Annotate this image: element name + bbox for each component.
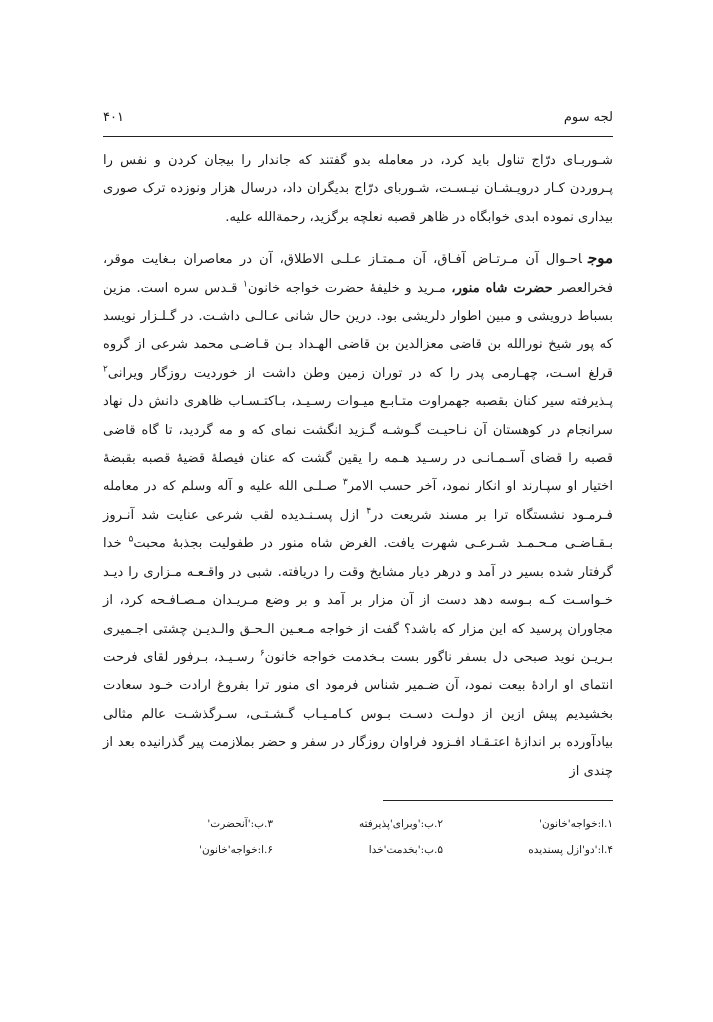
- paragraph-2-part-7: خدا گرفتار شده بسیر در آمد و درهر دیار مشایخ وقت را دریافته. شبی در واقـعـه مـزاری را دیـد خـواسـت کـه بـوسه دهد دست از آن مزار بر آمد و بر وضع مـریـدان مـصـافـحه کرد، از مجاوران پرسید که این مزار که باشد؟ گفت از خواجه مـعـین الـحـق والـدیـن چشتی اجـمیری بـریـن نوید صبحی دل بسفر ناگور بست بـخدمت خواجه خانون: [103, 536, 614, 665]
- footnote-rule: [383, 800, 613, 801]
- footnote-marker-6: ۶: [259, 648, 265, 659]
- footnote-marker-3: ۳: [342, 478, 348, 489]
- running-title: لجه سوم: [563, 110, 613, 125]
- footnote-row: [103, 811, 613, 837]
- footnote-item: ۳.ب:'آنحضرت': [207, 817, 273, 830]
- footnote-marker-2: ۲: [103, 364, 108, 375]
- footnote-item: ۵.ب:'بخدمت'خدا: [368, 843, 443, 856]
- paragraph-2-part-8: رسـیـد، بـرفور لقای فرحت انتمای او ارادهٔ بیعت نمود، آن ضـمیر شناس فرمود ای منور ترا بفروغ ارادت خـود سعادت بخشیدیم پیش ازین از دولـت دسـت بـوس کـامـیـاب گـشـتـی، سـرگذشـت عالم مثالی بیادآورده بر اندازهٔ اعتـقـاد افـزود فراوان روزگار در سفر و حضر بملازمت پیر گذرانیده بعد از چندی از: [103, 649, 613, 779]
- footnote-row: [103, 837, 613, 863]
- paragraph-2-part-1: احـوال آن مـرتـاض آفـاق، آن مـمتـاز عـلـی الاطلاق، آن در معاصران بـغایت موقر، فخرالعصر: [103, 252, 613, 296]
- paragraph-2-part-2: مـرید و خلیفهٔ حضرت خواجه خانون: [247, 280, 452, 296]
- page-number: ۴۰۱: [103, 110, 124, 125]
- footnote-marker-4: ۴: [366, 506, 372, 517]
- footnote-item: ۲.ب:'وبرای'پذیرفته: [358, 817, 443, 830]
- paragraph-2-part-3: قـدس سره است. مزین بسباط درویشی و مبین اطوار دلریشی بود. درین حال شانی عـالـی داشـت. در گـلـزار نویسد که پور شیخ نورالله بن قاضی معزالدین بن قاضی الهـداد بـن قـاضـی محمد شرعی از گروه قرلغ اسـت، چهـارمی پدر را که در توران زمین وطن داشت از خوردیت روزگار ویرانی: [103, 280, 613, 381]
- paragraph-2-part-4: پـذیرفته سیر کنان بقصبه جهمراوت متـابـع میـوات رسـیـد، بـاکتـسـاب ظاهری دانش دل نهاد سرانجام در کوهستان آن نـاحیـت گـوشـه گـزید انگشت نمای که و مه گردید، تا گاه قاضی قصبه را قضای آسـمـانـی در رسـید هـمه را یقین گشت که عنان فیصلهٔ قضیهٔ قصبه بقبضهٔ اختیار او سپـارند او انکار نمود، آخر حسب الامر: [103, 394, 613, 495]
- footnote-marker-5: ۵: [128, 534, 134, 545]
- footnote-item: ۴.ا:'دو'ازل پسندیده: [528, 843, 613, 856]
- paragraph-2-part-6: ازل پسـنـدیده لقب شرعی عنایت شد آنـروز بـقـاضـی مـحـمـد شـرعـی شهرت یافت. الغرض شاه منور در طفولیت بجذبهٔ محبت: [103, 507, 613, 552]
- paragraph-2-part-5: صـلـی الله علیه و آله وسلم که در معامله فـرمـود نشستگاه ترا بر مسند شریعت در: [103, 479, 613, 523]
- bold-name: حضرت شاه منور،: [451, 280, 553, 296]
- paragraph-gap: [103, 232, 613, 244]
- paragraph-2: [103, 244, 613, 786]
- footnote-item: ۶.ا:خواجه'خانون': [199, 843, 273, 856]
- footnote-item: ۱.ا:خواجه'خانون': [539, 817, 613, 830]
- header-rule: [103, 136, 613, 137]
- footnote-marker-1: ۱: [243, 279, 248, 290]
- paragraph-1: شـوربـای درّاج تناول باید کرد، در معامله بدو گفتند که جاندار را بیجان کردن و نفس را پـروردن کـار درویـشـان نیـسـت، شـوربای درّاج بدیگران داد، درسال هزار ونوزده ترک صوری بیداری نموده ابدی خوابگاه در ظاهر قصبه نعلچه برگزید، رحمةالله علیه.: [103, 153, 613, 225]
- page-header: [103, 108, 613, 130]
- body-text: [103, 147, 613, 786]
- document-page: [103, 108, 613, 863]
- section-heading-word: موج: [587, 249, 613, 268]
- footnotes: [103, 811, 613, 863]
